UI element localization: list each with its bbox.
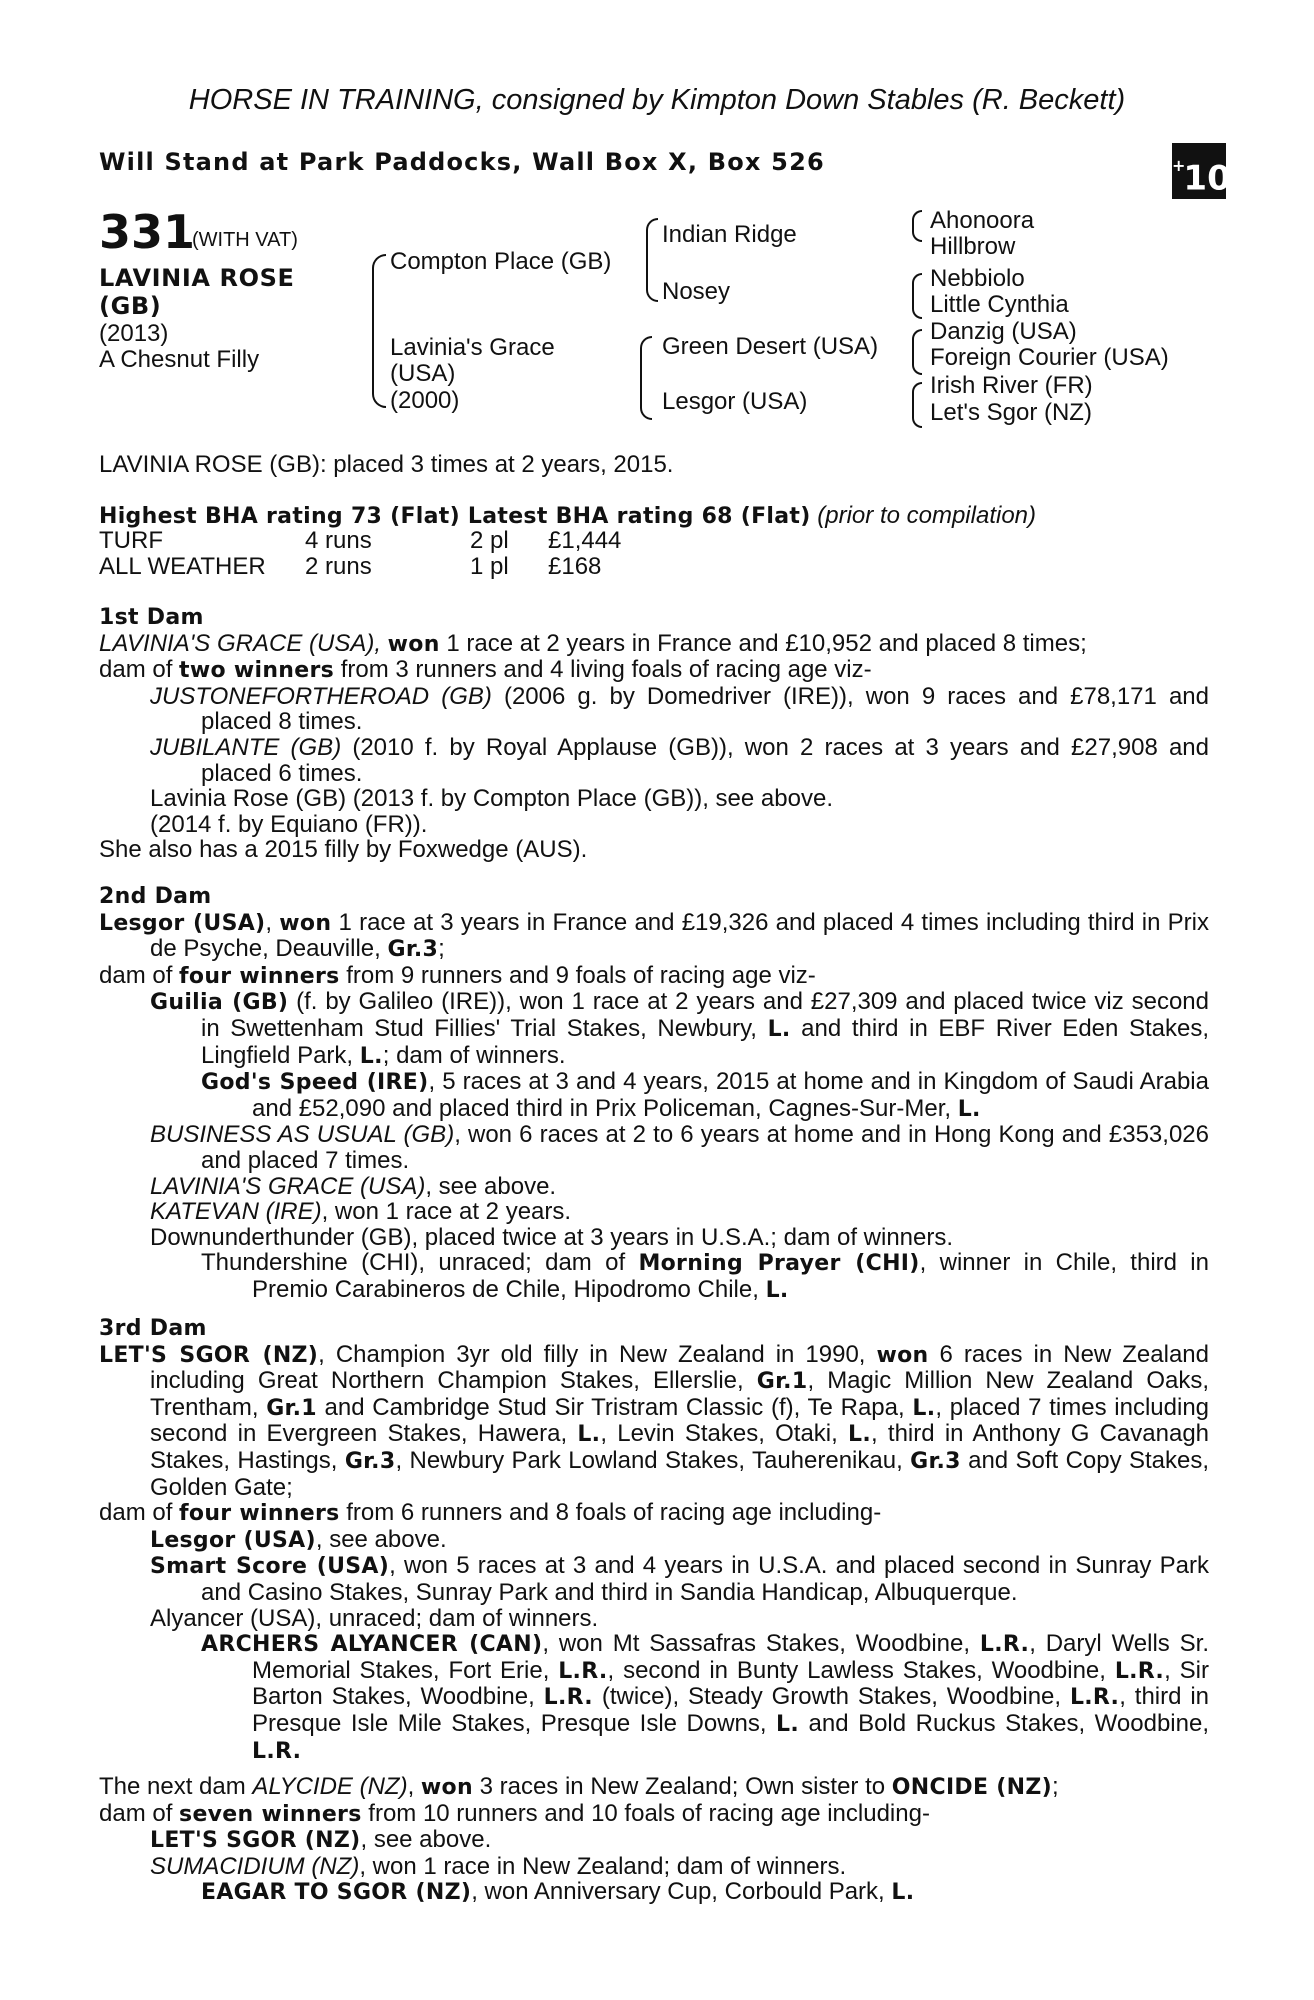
- list-item: Guilia (GB) (f. by Galileo (IRE)), won 1 race at 2 years and £27,309 and placed twice viz second in Swettenham Stud Fillies' Trial Stakes, Newbury, L. and third in EBF River Eden Stakes, Lingfield Park, L.; dam of winners.: [150, 988, 1210, 1069]
- section-heading: 1st Dam: [99, 605, 204, 630]
- table-row: ALL WEATHER 2 runs 1 pl £168: [99, 552, 602, 580]
- list-item: JUSTONEFORTHEROAD (GB) (2006 g. by Domedriver (IRE)), won 9 races and £78,171 and placed 8 times.: [150, 682, 1209, 736]
- sire: Compton Place (GB): [390, 248, 612, 275]
- gg-sire-4: Irish River (FR): [930, 372, 1093, 399]
- list-item: JUBILANTE (GB) (2010 f. by Royal Applause (GB)), won 2 races at 3 years and £27,908 and placed 6 times.: [150, 733, 1209, 787]
- gg-sire-1: Ahonoora: [930, 207, 1035, 234]
- vat-label: (WITH VAT): [192, 229, 298, 251]
- gg-dam-1: Hillbrow: [930, 233, 1016, 260]
- list-item: LAVINIA'S GRACE (USA), see above.: [150, 1172, 557, 1200]
- pedigree-brace-sire: [646, 218, 658, 302]
- horse-name: LAVINIA ROSE (GB): [99, 264, 295, 320]
- dam-sire: Green Desert (USA): [662, 333, 879, 360]
- dam: Lavinia's Grace: [390, 334, 555, 361]
- page-header: HORSE IN TRAINING, consigned by Kimpton Down Stables (R. Beckett): [188, 84, 1126, 116]
- gg-dam-4: Let's Sgor (NZ): [930, 399, 1092, 426]
- list-item: Smart Score (USA), won 5 races at 3 and 4 years in U.S.A. and placed second in Sunray Park and Casino Stakes, Sunray Park and third in Sandia Handicap, Albuquerque.: [150, 1552, 1209, 1606]
- list-item: ARCHERS ALYANCER (CAN), won Mt Sassafras Stakes, Woodbine, L.R., Daryl Wells Sr. Memorial Stakes, Fort Erie, L.R., second in Bunty Lawless Stakes, Woodbine, L.R., Sir Barton Stakes, Woodbine, L.R. (twice), Steady Growth Stakes, Woodbine, L.R., third in Presque Isle Mile Stakes, Presque Isle Downs, L. and Bold Ruckus Stakes, Woodbine, L.R.: [201, 1630, 1210, 1764]
- pedigree-brace-dam: [640, 336, 652, 420]
- gg-sire-2: Nebbiolo: [930, 265, 1025, 292]
- gg-sire-3: Danzig (USA): [930, 318, 1077, 345]
- horse-description: A Chesnut Filly: [99, 346, 260, 373]
- ratings-heading: Highest BHA rating 73 (Flat) Latest BHA rating 68 (Flat) (prior to compilation): [99, 502, 1037, 529]
- lot-number: 331: [99, 205, 196, 259]
- lot-badge: +10: [1172, 143, 1226, 199]
- second-dam-section: 2nd Dam Lesgor (USA), won 1 race at 3 years in France and £19,326 and placed 4 times including third in Prix de Psyche, Deauville, Gr.3; dam of four winners from 9 runners and 9 foals of racing age viz- Guilia (GB) (f. by Galileo (IRE)), won 1 race at 2 years and £27,309 and placed twice viz second in Swettenham Stud Fillies' Trial Stakes, Newbury, L. and third in EBF River Eden Stakes, Lingfield Park, L.; dam of winners. God's Speed (IRE), 5 races at 3 and 4 years, 2015 at home and in Kingdom of Saudi Arabia and £52,090 and placed third in Prix Policeman, Cagnes-Sur-Mer, L. BUSINESS AS USUAL (GB), won 6 races at 2 to 6 years at home and in Hong Kong and £353,026 and placed 7 times. LAVINIA'S GRACE (USA), see above. KATEVAN (IRE), won 1 race at 2 years. Downunderthunder (GB), placed twice at 3 years in U.S.A.; dam of winners. Thundershine (CHI), unraced; dam of Morning Prayer (CHI), winner in Chile, third in Premio Carabineros de Chile, Hipodromo Chile, L.: [99, 884, 1210, 1303]
- list-item: Alyancer (USA), unraced; dam of winners.: [150, 1604, 599, 1632]
- stand-location: Will Stand at Park Paddocks, Wall Box X, Box 526: [99, 148, 825, 176]
- section-heading: 3rd Dam: [99, 1316, 207, 1341]
- first-dam-section: 1st Dam LAVINIA'S GRACE (USA), won 1 race at 2 years in France and £10,952 and placed 8 times; dam of two winners from 3 runners and 4 living foals of racing age viz- JUSTONEFORTHEROAD (GB) (2006 g. by Domedriver (IRE)), won 9 races and £78,171 and placed 8 times. JUBILANTE (GB) (2010 f. by Royal Applause (GB)), won 2 races at 3 years and £27,908 and placed 6 times. Lavinia Rose (GB) (2013 f. by Compton Place (GB)), see above. (2014 f. by Equiano (FR)). She also has a 2015 filly by Foxwedge (AUS).: [99, 605, 1209, 864]
- sire-dam: Nosey: [662, 278, 731, 305]
- list-item: Lesgor (USA), see above.: [150, 1525, 447, 1553]
- gg-dam-3: Foreign Courier (USA): [930, 344, 1169, 371]
- list-item: Downunderthunder (GB), placed twice at 3 years in U.S.A.; dam of winners.: [150, 1223, 954, 1251]
- list-item: KATEVAN (IRE), won 1 race at 2 years.: [150, 1198, 572, 1226]
- third-dam-section: 3rd Dam LET'S SGOR (NZ), Champion 3yr old filly in New Zealand in 1990, won 6 races in New Zealand including Great Northern Champion Stakes, Ellerslie, Gr.1, Magic Million New Zealand Oaks, Trentham, Gr.1 and Cambridge Stud Sir Tristram Classic (f), Te Rapa, L., placed 7 times including second in Evergreen Stakes, Hawera, L., Levin Stakes, Otaki, L., third in Anthony G Cavanagh Stakes, Hastings, Gr.3, Newbury Park Lowland Stakes, Tauherenikau, Gr.3 and Soft Copy Stakes, Golden Gate; dam of four winners from 6 runners and 8 foals of racing age including- Lesgor (USA), see above. Smart Score (USA), won 5 races at 3 and 4 years in U.S.A. and placed second in Sunray Park and Casino Stakes, Sunray Park and third in Sandia Handicap, Albuquerque. Alyancer (USA), unraced; dam of winners. ARCHERS ALYANCER (CAN), won Mt Sassafras Stakes, Woodbine, L.R., Daryl Wells Sr. Memorial Stakes, Fort Erie, L.R., second in Bunty Lawless Stakes, Woodbine, L.R., Sir Barton Stakes, Woodbine, L.R. (twice), Steady Growth Stakes, Woodbine, L.R., third in Presque Isle Mile Stakes, Presque Isle Downs, L. and Bold Ruckus Stakes, Woodbine, L.R.: [99, 1316, 1210, 1764]
- catalogue-page: HORSE IN TRAINING, consigned by Kimpton Down Stables (R. Beckett) Will Stand at Park Paddocks, Wall Box X, Box 526 +10 331 (WITH VAT) LAVINIA ROSE (GB) (2013) A Chesnut Filly Compton Place (GB) Lavinia's Grace (USA) (2000) Indian Ridge Nosey Green Desert (USA) Lesgor (USA) Ahonoora Hillbrow Nebbiolo Little Cynthia Danzig (USA) Foreign Courier (USA) Irish River (FR) Let's Sgor (NZ) LAVINIA ROSE (GB): placed 3 times at 2 years, 2015. Highest BHA rating 73 (Flat) Latest BHA rating 68 (Flat) (prior to compilation) TURF 4 runs 2 pl £1,444 ALL WEATHER 2 runs 1 pl £168 1st Dam LAVINIA'S GRACE (USA), won 1 race at 2 years in France and £10,952 and placed 8 times; dam of two winners from 3 runners and 4 living foals of racing age viz- JUSTONEFORTHEROAD (GB) (2006 g. by Domedriver (IRE)), won 9 races and £78,171 and placed 8 times. JUBILANTE (GB) (2010 f. by Royal Applause (GB)), won 2 races at 3 years and £27,908 and placed 6 times. Lavinia Rose (GB) (2013 f. by Compton Place (GB)), see above. (2014 f. by Equiano (FR)). She also has a 2015 filly by Foxwedge (AUS). 2nd Dam Lesgor (USA), won 1 race at 3 years in France and £19,326 and placed 4 times including third in Prix de Psyche, Deauville, Gr.3; dam of four winners from 9 runners and 9 foals of racing age viz- Guilia (GB) (f. by Galileo (IRE)), won 1 race at 2 years and £27,309 and placed twice viz second in Swettenham Stud Fillies' Trial Stakes, Newbury, L. and third in EBF River Eden Stakes, Lingfield Park, L.; dam of winners. God's Speed (IRE), 5 races at 3 and 4 years, 2015 at home and in Kingdom of Saudi Arabia and £52,090 and placed third in Prix Policeman, Cagnes-Sur-Mer, L. BUSINESS AS USUAL (GB), won 6 races at 2 to 6 years at home and in Hong Kong and £353,026 and placed 7 times. LAVINIA'S GRACE (USA), see above. KATEVAN (IRE), won 1 race at 2 years. Downunderthunder (GB), placed twice at 3 years in U.S.A.; dam of winners. Thundershine (CHI), unraced; dam of Morning Prayer (CHI), winner in Chile, third in Premio Carabineros de Chile, Hipodromo Chile, L. 3rd Dam LET'S SGOR (NZ), Champion 3yr old filly in New Zealand in 1990, won 6 races in New Zealand including Great Northern Champion Stakes, Ellerslie, Gr.1, Magic Million New Zealand Oaks, Trentham, Gr.1 and Cambridge Stud Sir Tristram Classic (f), Te Rapa, L., placed 7 times including second in Evergreen Stakes, Hawera, L., Levin Stakes, Otaki, L., third in Anthony G Cavanagh Stakes, Hastings, Gr.3, Newbury Park Lowland Stakes, Tauherenikau, Gr.3 and Soft Copy Stakes, Golden Gate; dam of four winners from 6 runners and 8 foals of racing age including- Lesgor (USA), see above. Smart Score (USA), won 5 races at 3 and 4 years in U.S.A. and placed second in Sunray Park and Casino Stakes, Sunray Park and third in Sandia Handicap, Albuquerque. Alyancer (USA), unraced; dam of winners. ARCHERS ALYANCER (CAN), won Mt Sassafras Stakes, Woodbine, L.R., Daryl Wells Sr. Memorial Stakes, Fort Erie, L.R., second in Bunty Lawless Stakes, Woodbine, L.R., Sir Barton Stakes, Woodbine, L.R. (twice), Steady Growth Stakes, Woodbine, L.R., third in Presque Isle Mile Stakes, Presque Isle Downs, L. and Bold Ruckus Stakes, Woodbine, L.R. The next dam ALYCIDE (NZ), won 3 races in New Zealand; Own sister to ONCIDE (NZ); dam of seven winners from 10 runners and 10 foals of racing age including- LET'S SGOR (NZ), see above. SUMACIDIUM (NZ), won 1 race in New Zealand; dam of winners. EAGAR TO SGOR (NZ), won Anniversary Cup, Corbould Park, L.: [0, 0, 1314, 2000]
- list-item: Lavinia Rose (GB) (2013 f. by Compton Place (GB)), see above.: [150, 785, 833, 813]
- sire-sire: Indian Ridge: [662, 221, 797, 248]
- list-item: LET'S SGOR (NZ), see above.: [150, 1826, 492, 1854]
- list-item: BUSINESS AS USUAL (GB), won 6 races at 2 to 6 years at home and in Hong Kong and £353,026 and placed 7 times.: [150, 1121, 1209, 1174]
- list-item: Thundershine (CHI), unraced; dam of Morning Prayer (CHI), winner in Chile, third in Premio Carabineros de Chile, Hipodromo Chile, L.: [201, 1249, 1209, 1303]
- dam-dam: Lesgor (USA): [662, 388, 808, 415]
- next-dam-section: The next dam ALYCIDE (NZ), won 3 races in New Zealand; Own sister to ONCIDE (NZ); dam of seven winners from 10 runners and 10 foals of racing age including- LET'S SGOR (NZ), see above. SUMACIDIUM (NZ), won 1 race in New Zealand; dam of winners. EAGAR TO SGOR (NZ), won Anniversary Cup, Corbould Park, L.: [99, 1774, 1209, 1906]
- race-summary: LAVINIA ROSE (GB): placed 3 times at 2 years, 2015.: [99, 451, 674, 478]
- list-item: (2014 f. by Equiano (FR)).: [150, 810, 428, 838]
- list-item: SUMACIDIUM (NZ), won 1 race in New Zealand; dam of winners.: [150, 1852, 847, 1880]
- list-item: God's Speed (IRE), 5 races at 3 and 4 years, 2015 at home and in Kingdom of Saudi Arabia and £52,090 and placed third in Prix Policeman, Cagnes-Sur-Mer, L.: [201, 1068, 1209, 1122]
- gg-dam-2: Little Cynthia: [930, 291, 1069, 318]
- section-heading: 2nd Dam: [99, 884, 212, 909]
- table-row: TURF 4 runs 2 pl £1,444: [99, 527, 622, 554]
- pedigree-brace-main: [372, 254, 386, 408]
- foaling-year: (2013): [99, 320, 169, 347]
- list-item: EAGAR TO SGOR (NZ), won Anniversary Cup, Corbould Park, L.: [201, 1878, 915, 1906]
- ratings-table: [99, 528, 621, 579]
